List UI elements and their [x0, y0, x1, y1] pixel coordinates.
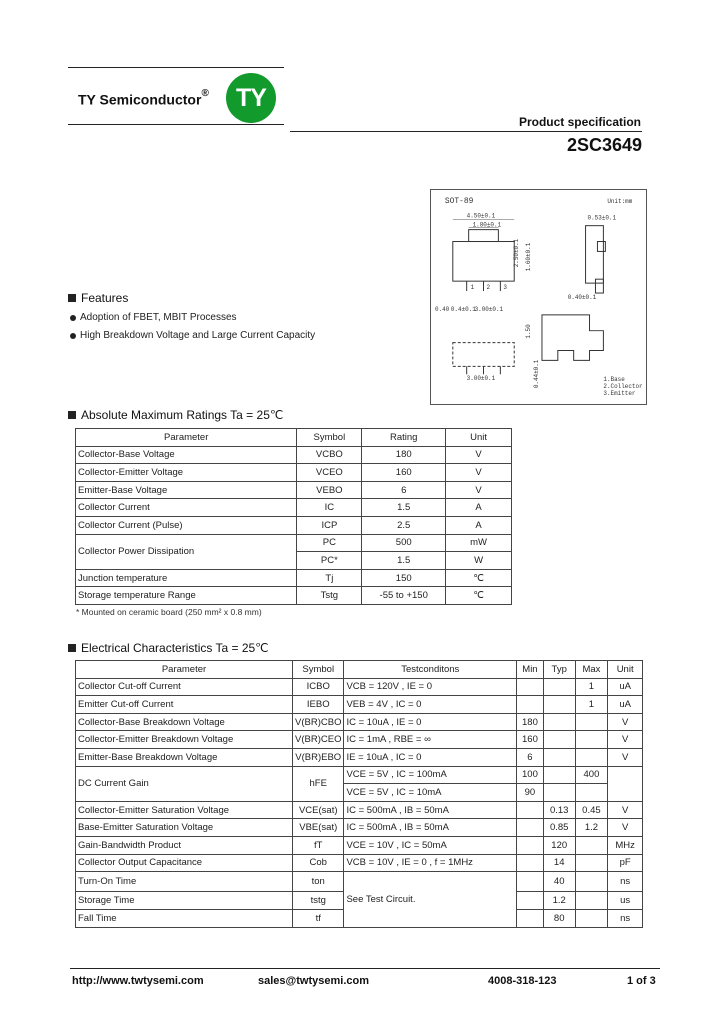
- abs-max-note: * Mounted on ceramic board (250 mm² x 0.8 mm): [76, 607, 262, 617]
- table-header-row: Parameter Symbol Testconditons Min Typ Max Unit: [76, 661, 643, 679]
- svg-text:2: 2: [486, 284, 491, 292]
- features-title: Features: [68, 291, 128, 305]
- svg-text:1.60±0.1: 1.60±0.1: [525, 242, 533, 272]
- svg-text:0.40±0.1: 0.40±0.1: [567, 293, 597, 301]
- svg-text:3: 3: [503, 284, 507, 292]
- table-row: Collector Output Capacitance Cob VCB = 10V , IE = 0 , f = 1MHz 14 pF: [76, 854, 643, 872]
- part-number: 2SC3649: [566, 135, 642, 155]
- svg-text:1: 1: [470, 284, 475, 292]
- table-row: Storage Time tstg 1.2 us: [76, 892, 643, 910]
- svg-text:0.44±0.1: 0.44±0.1: [533, 359, 541, 389]
- abs-max-table: [75, 428, 512, 605]
- table-row: Collector-Emitter Breakdown Voltage V(BR)CEO IC = 1mA , RBE = ∞ 160 V: [76, 731, 643, 749]
- table-row: Turn-On Time ton See Test Circuit. 40 ns: [76, 872, 643, 892]
- table-row: Fall Time tf 80 ns: [76, 910, 643, 928]
- package-name: SOT-89: [444, 196, 474, 206]
- table-row: Emitter-Base Voltage VEBO 6 V: [76, 481, 512, 499]
- svg-text:0.53±0.1: 0.53±0.1: [587, 214, 617, 222]
- svg-text:0.4±0.1: 0.4±0.1: [450, 305, 476, 313]
- table-row: Collector Cut-off Current ICBO VCB = 120V , IE = 0 1 uA: [76, 678, 643, 696]
- elec-title: Electrical Characteristics Ta = 25℃: [68, 641, 269, 655]
- header-left-rule: [68, 124, 284, 125]
- package-drawing: [430, 189, 647, 405]
- feature-item: Adoption of FBET, MBIT Processes: [70, 312, 237, 323]
- table-row: Junction temperature Tj 150 ℃: [76, 569, 512, 587]
- table-row: Collector-Base Breakdown Voltage V(BR)CBO IC = 10uA , IE = 0 180 V: [76, 713, 643, 731]
- table-row: Collector Power Dissipation PC 500 mW: [76, 534, 512, 552]
- table-row: Emitter Cut-off Current IEBO VEB = 4V , IC = 0 1 uA: [76, 696, 643, 714]
- table-row: DC Current Gain hFE VCE = 5V , IC = 100mA 100 400: [76, 766, 643, 784]
- svg-text:1.Base: 1.Base: [603, 376, 625, 384]
- footer-email-link[interactable]: sales@twtysemi.com: [258, 975, 369, 987]
- package-unit: Unit:mm: [607, 197, 633, 205]
- header-right-rule: [290, 131, 642, 132]
- svg-text:3.00±0.1: 3.00±0.1: [466, 375, 496, 383]
- elec-table: [75, 660, 643, 928]
- table-row: Collector Current IC 1.5 A: [76, 499, 512, 517]
- svg-text:3.00±0.1: 3.00±0.1: [474, 305, 504, 313]
- footer-phone: 4008-318-123: [488, 975, 557, 987]
- feature-item: High Breakdown Voltage and Large Current Capacity: [70, 330, 315, 341]
- abs-max-title: Absolute Maximum Ratings Ta = 25℃: [68, 408, 283, 422]
- svg-text:1.80±0.1: 1.80±0.1: [472, 221, 502, 229]
- svg-text:2.50±0.1: 2.50±0.1: [513, 238, 521, 268]
- table-row: VCE = 5V , IC = 10mA 90: [76, 784, 643, 802]
- table-row: Emitter-Base Breakdown Voltage V(BR)EBO IE = 10uA , IC = 0 6 V: [76, 748, 643, 766]
- page-number: 1 of 3: [627, 975, 656, 987]
- company-name: TY Semiconductor®: [78, 88, 209, 108]
- spec-label: Product specification: [518, 115, 641, 129]
- company-logo: TY: [226, 73, 276, 123]
- table-header-row: Parameter Symbol Rating Unit: [76, 429, 512, 447]
- footer-url-link[interactable]: http://www.twtysemi.com: [72, 975, 204, 987]
- table-row: Collector Current (Pulse) ICP 2.5 A: [76, 516, 512, 534]
- svg-text:2.Collector: 2.Collector: [603, 383, 643, 391]
- svg-text:0.40: 0.40: [434, 305, 450, 313]
- svg-text:4.50±0.1: 4.50±0.1: [466, 212, 496, 220]
- header-top-rule: [68, 67, 284, 68]
- footer-rule: [70, 968, 660, 969]
- svg-text:3.Emitter: 3.Emitter: [603, 390, 636, 398]
- table-row: Collector-Base Voltage VCBO 180 V: [76, 446, 512, 464]
- table-row: PC* 1.5 W: [76, 552, 512, 570]
- table-row: Collector-Emitter Voltage VCEO 160 V: [76, 464, 512, 482]
- table-row: Collector-Emitter Saturation Voltage VCE(sat) IC = 500mA , IB = 50mA 0.13 0.45 V: [76, 801, 643, 819]
- table-row: Storage temperature Range Tstg -55 to +150 ℃: [76, 587, 512, 605]
- svg-text:1.50: 1.50: [525, 324, 533, 339]
- table-row: Base-Emitter Saturation Voltage VBE(sat) IC = 500mA , IB = 50mA 0.85 1.2 V: [76, 819, 643, 837]
- table-row: Gain-Bandwidth Product fT VCE = 10V , IC = 50mA 120 MHz: [76, 836, 643, 854]
